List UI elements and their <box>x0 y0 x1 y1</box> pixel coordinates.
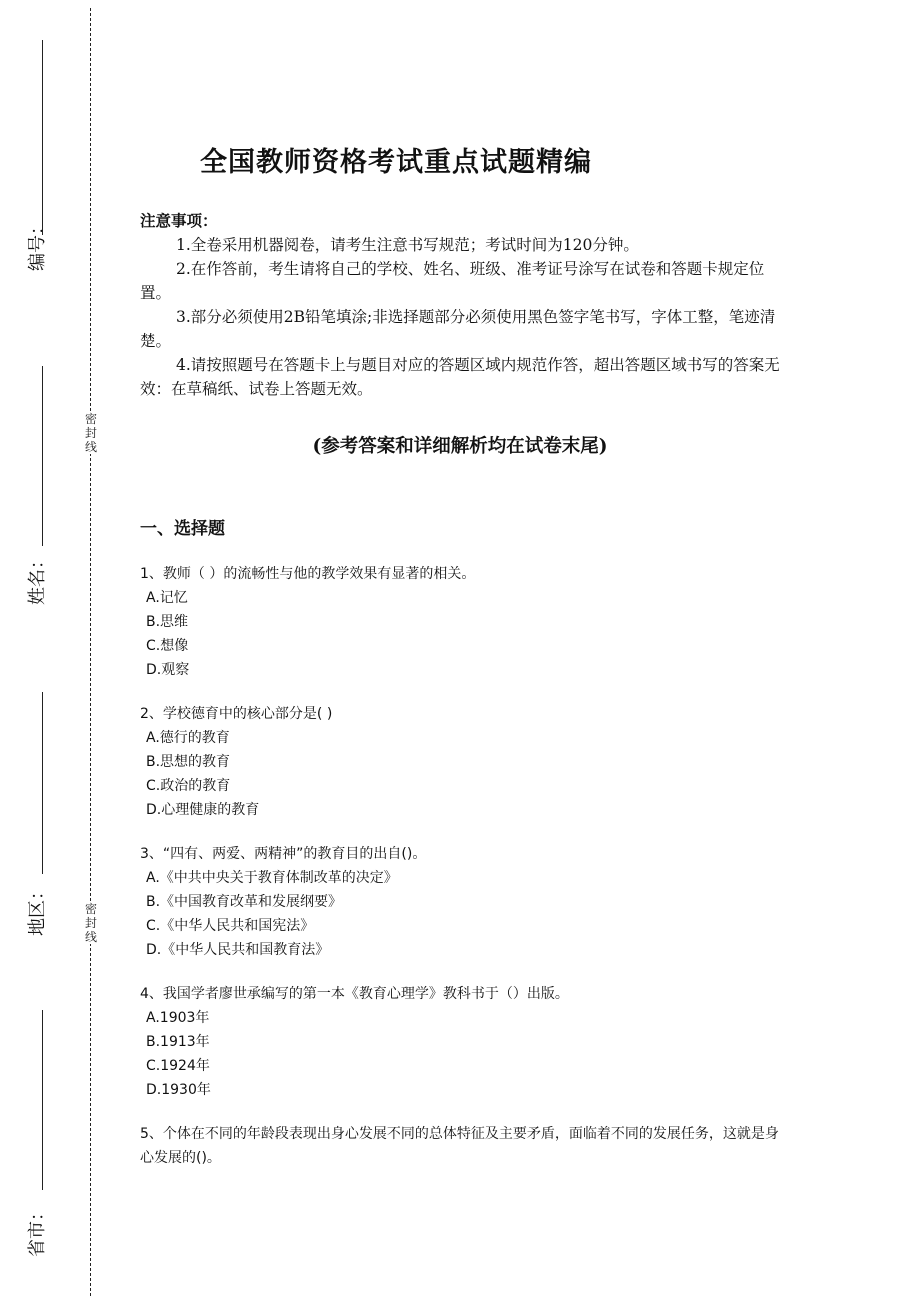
notice-block <box>140 209 785 401</box>
seal-char: 线 <box>84 440 97 454</box>
question-option: C.1924年 <box>146 1058 210 1074</box>
question <box>140 562 785 682</box>
question <box>140 982 785 1102</box>
notice-item: 1.全卷采用机器阅卷，请考生注意书写规范；考试时间为120分钟。 <box>176 236 639 254</box>
question-option: B.《中国教育改革和发展纲要》 <box>146 894 343 910</box>
number-field-line[interactable] <box>42 40 43 235</box>
answer-note: (参考答案和详细解析均在试卷末尾) <box>312 436 608 457</box>
question <box>140 1122 785 1170</box>
question-stem: 2、学校德育中的核心部分是( ) <box>140 706 333 722</box>
name-field-line[interactable] <box>42 366 43 546</box>
number-field-label: 编号： <box>27 217 48 271</box>
question-option: D.心理健康的教育 <box>146 802 260 818</box>
question-stem: 4、我国学者廖世承编写的第一本《教育心理学》教科书于（）出版。 <box>140 986 569 1002</box>
question-option: D.《中华人民共和国教育法》 <box>146 942 330 958</box>
question <box>140 702 785 822</box>
seal-label-upper <box>82 412 100 454</box>
question-option: D.观察 <box>146 662 190 678</box>
region-field-label: 地区： <box>27 882 48 936</box>
question-list <box>140 562 785 1190</box>
question-stem: 1、教师（ ）的流畅性与他的教学效果有显著的相关。 <box>140 566 476 582</box>
question-stem: 5、个体在不同的年龄段表现出身心发展不同的总体特征及主要矛盾，面临着不同的发展任务，这就是身心发展的()。 <box>140 1126 779 1166</box>
seal-char: 线 <box>84 930 97 944</box>
question <box>140 842 785 962</box>
province-field-label: 省市： <box>27 1203 48 1257</box>
question-stem: 3、“四有、两爱、两精神”的教育目的出自()。 <box>140 846 427 862</box>
question-option: B.思想的教育 <box>146 754 231 770</box>
province-field-line[interactable] <box>42 1010 43 1190</box>
question-option: A.1903年 <box>146 1010 210 1026</box>
question-option: B.1913年 <box>146 1034 210 1050</box>
notice-heading: 注意事项： <box>140 211 218 230</box>
notice-item: 2.在作答前，考生请将自己的学校、姓名、班级、准考证号涂写在试卷和答题卡规定位置。 <box>140 260 765 302</box>
seal-char: 密 <box>84 902 97 916</box>
seal-char: 密 <box>84 412 97 426</box>
question-option: A.德行的教育 <box>146 730 230 746</box>
name-field-label: 姓名： <box>27 551 48 605</box>
binding-margin <box>0 0 110 1302</box>
question-option: A.记忆 <box>146 590 188 606</box>
region-field-line[interactable] <box>42 692 43 874</box>
section-title: 一、选择题 <box>140 519 225 539</box>
question-option: C.《中华人民共和国宪法》 <box>146 918 315 934</box>
question-option: A.《中共中央关于教育体制改革的决定》 <box>146 870 398 886</box>
notice-item: 3.部分必须使用2B铅笔填涂;非选择题部分必须使用黑色签字笔书写，字体工整，笔迹清楚。 <box>140 308 776 350</box>
notice-item: 4.请按照题号在答题卡上与题目对应的答题区域内规范作答，超出答题区域书写的答案无效：在草稿纸、试卷上答题无效。 <box>140 356 780 398</box>
seal-char: 封 <box>84 916 97 930</box>
question-option: D.1930年 <box>146 1082 211 1098</box>
question-option: B.思维 <box>146 614 189 630</box>
seal-label-lower <box>82 902 100 944</box>
question-option: C.想像 <box>146 638 189 654</box>
question-option: C.政治的教育 <box>146 778 231 794</box>
seal-char: 封 <box>84 426 97 440</box>
page-title: 全国教师资格考试重点试题精编 <box>200 147 592 178</box>
seal-dashed-line <box>90 8 91 1296</box>
